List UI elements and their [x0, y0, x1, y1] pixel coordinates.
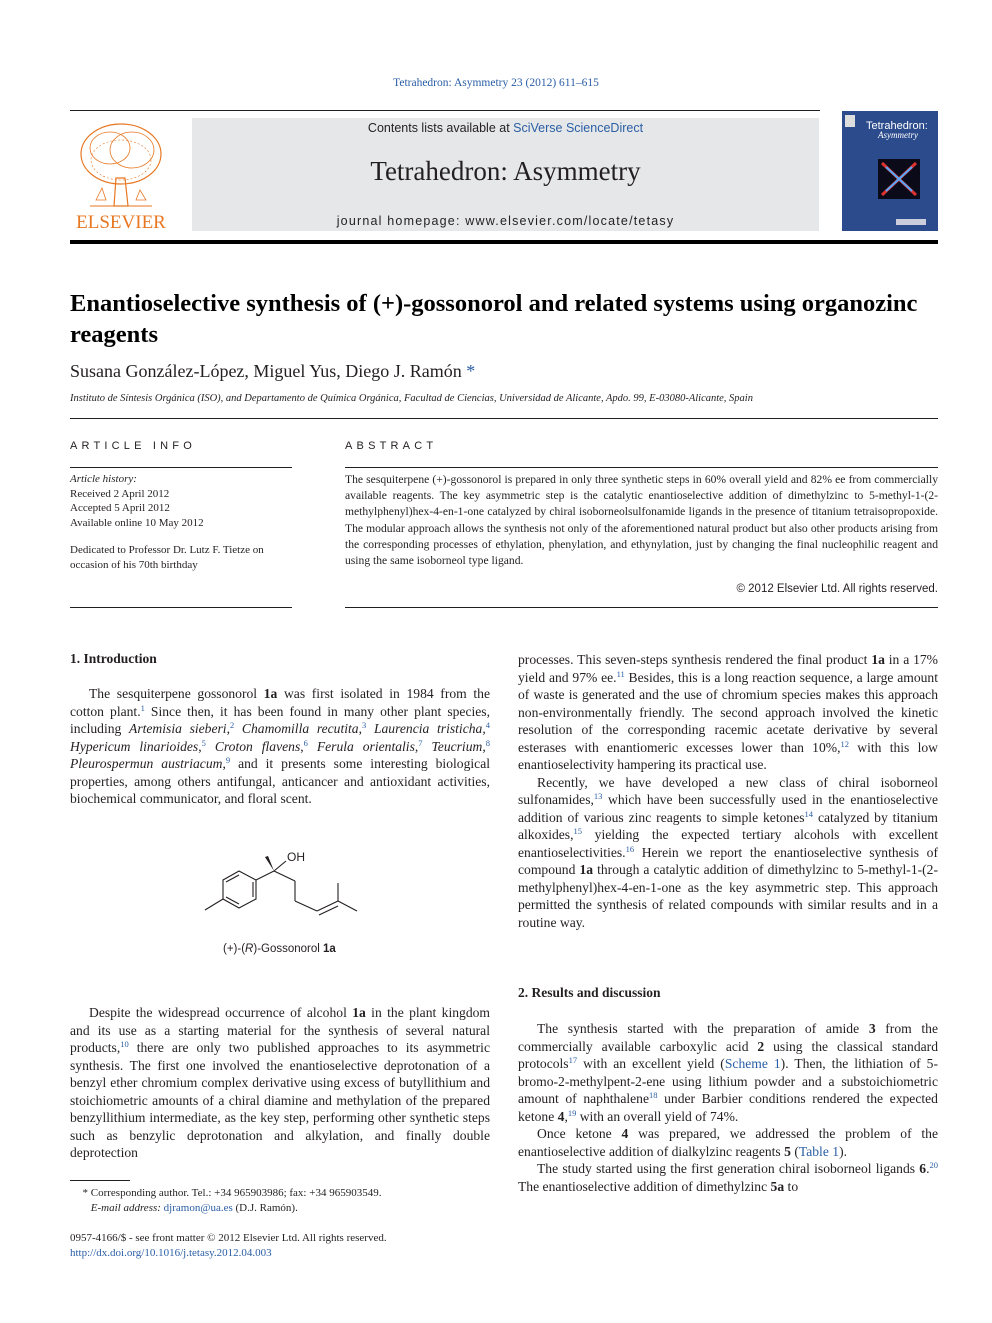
contents-line: Contents lists available at SciVerse ScienceDirect	[367, 121, 644, 135]
doi-link[interactable]: http://dx.doi.org/10.1016/j.tetasy.2012.04.003	[70, 1246, 272, 1259]
header-rule	[70, 110, 820, 111]
structure-caption: (+)-(R)-Gossonorol 1a	[223, 943, 336, 955]
results-heading: 2. Results and discussion	[518, 985, 661, 1000]
divider	[345, 607, 938, 608]
header-thick-rule	[70, 240, 938, 244]
cover-artwork-icon	[878, 159, 920, 199]
history-label: Article history:	[70, 473, 137, 485]
online-date: Available online 10 May 2012	[70, 516, 204, 529]
corresponding-footnote: * Corresponding author. Tel.: +34 965903986; fax: +34 965903549. E-mail address: djramon@ua.es (D.J. Ramón).	[82, 1187, 382, 1214]
publisher-name: ELSEVIER	[76, 212, 166, 233]
accepted-date: Accepted 5 April 2012	[70, 502, 170, 514]
author-list: Susana González-López, Miguel Yus, Diego J. Ramón *	[70, 361, 476, 381]
journal-citation[interactable]: Tetrahedron: Asymmetry 23 (2012) 611–615	[393, 77, 599, 89]
gossonorol-structure	[195, 845, 375, 935]
footnote-rule	[70, 1180, 130, 1181]
article-info-heading: ARTICLE INFO	[70, 440, 196, 452]
introduction-heading: 1. Introduction	[70, 651, 157, 666]
divider	[70, 607, 292, 608]
hydroxyl-label: OH	[287, 850, 305, 864]
sciencedirect-link[interactable]: SciVerse ScienceDirect	[513, 121, 644, 135]
article-history	[70, 472, 292, 530]
dedication: Dedicated to Professor Dr. Lutz F. Tietze on occasion of his 70th birthday	[70, 544, 264, 571]
cover-title: Tetrahedron:	[866, 120, 928, 132]
journal-cover[interactable]	[842, 111, 938, 231]
received-date: Received 2 April 2012	[70, 487, 170, 500]
article-title: Enantioselective synthesis of (+)-gossonorol and related systems using organozinc reagents	[70, 290, 918, 348]
abstract-heading: ABSTRACT	[345, 440, 438, 452]
divider	[345, 467, 938, 468]
email-link[interactable]: djramon@ua.es	[163, 1201, 233, 1214]
results-paragraphs: The synthesis started with the preparation of amide 3 from the commercially available carboxylic acid 2 using the classical standard protocols$^{17}$ with an excellent yield (Scheme 1). Then, the lithiation of 5-bromo-2-methylpent-2-ene using lithium powder and a substoichiometric amount of naphthalene$^{18}$ under Barbier conditions rendered the expected ketone 4,19 with an overall yield of 74%. Once ketone 4 was prepared, we addressed the problem of the enantioselective addition of dialkylzinc reagents 5 (Table 1). The study started using the first generation chiral isoborneol ligands 6.20 The enantioselective addition of dimethylzinc 5a to	[518, 1021, 938, 1194]
journal-banner	[192, 118, 819, 231]
affiliation: Instituto de Síntesis Orgánica (ISO), and Departamento de Química Orgánica, Facultad de Ciencias, Universidad de Alicante, Apdo. 99, E-03080-Alicante, Spain	[70, 393, 753, 404]
intro-paragraph-2: Despite the widespread occurrence of alcohol 1a in the plant kingdom and its use as a starting material for the synthesis of several natural products,$^{10}$ there are only two published approaches to its asymmetric synthesis. The first one involved the enantioselective deprotonation of a benzyl ether chromium complex derivative using excess of butyllithium and stoichiometric amounts of a chiral diamine and methylation of the prepared benzyllithium intermediate, as the key step, performing other synthetic steps such as benzylic deprotonation and alkylation, and finally double deprotection	[70, 1005, 490, 1160]
intro-continued: processes. This seven-steps synthesis rendered the final product 1a in a 17% yield and 97% ee.$^{11}$ Besides, this is a long reaction sequence, a large amount of waste is generated and the use of chromium species makes this approach non-environmentally friendly. The second approach involved the kinetic resolution of the corresponding racemic acetate derivative by several esterases with enantiomeric excesses lower than 10%,$^{12}$ with this low enantioselectivity hampering its practical use. Recently, we have developed a new class of chiral isoborneol sulfonamides,$^{13}$ which have been successfully used in the enantioselective addition of various zinc reagents to simple ketones$^{14}$ catalyzed by titanium alkoxides,$^{15}$ yielding the expected tertiary alcohols with excellent enantioselectivities.$^{16}$ Herein we report the enantioselective synthesis of compound 1a through a catalytic addition of dimethylzinc to 5-methyl-1-(2-methylphenyl)hex-4-en-1-one as the key asymmetric step. This approach permitted the synthesis of related compounds with similar results and in a routine way.	[518, 652, 938, 930]
abstract-text: The sesquiterpene (+)-gossonorol is prepared in only three synthetic steps in 60% overall yield and 82% ee from commercially available reagents. The key asymmetric step is the catalytic enantioselective addition of dimethylzinc to 5-methyl-1-(2-methylphenyl)hex-4-en-1-one catalyzed by chiral isoborneolsulfonamide ligands in the presence of titanium tetraisopropoxide. The modular approach allows the synthesis not only of the aforementioned natural product but also other products arising from the corresponding processes of ethylation, phenylation, and ethynylation, just by changing the final nucleophilic reagent and using the same isoborneol type ligand.	[345, 473, 938, 568]
corresponding-author-mark[interactable]: *	[466, 361, 476, 381]
copyright: © 2012 Elsevier Ltd. All rights reserved.	[736, 583, 938, 595]
journal-homepage[interactable]: journal homepage: www.elsevier.com/locate/tetasy	[336, 214, 675, 228]
intro-paragraph-1: The sesquiterpene gossonorol 1a was first isolated in 1984 from the cotton plant.$^1$ Since then, it has been found in many other plant species, including Artemisia sieberi,$^2$ Chamomilla recutita,$^3$ Laurencia tristicha,$^4$ Hypericum linarioides,$^5$ Croton flavens,$^6$ Ferula orientalis,$^7$ Teucrium,$^8$ Pleurospermun austriacum,$^9$ and it presents some interesting biological properties, among others antifungal, anticancer and antioxidant activities, biochemical communicator, and floral scent.	[70, 686, 490, 806]
cover-subtitle: Asymmetry	[878, 130, 918, 140]
tree-icon	[81, 124, 161, 206]
elsevier-logo[interactable]	[70, 118, 172, 234]
divider	[70, 418, 938, 419]
journal-name: Tetrahedron: Asymmetry	[370, 156, 641, 186]
divider	[70, 467, 292, 468]
front-matter: 0957-4166/$ - see front matter © 2012 Elsevier Ltd. All rights reserved. http://dx.doi.org/10.1016/j.tetasy.2012.04.003	[70, 1231, 490, 1260]
